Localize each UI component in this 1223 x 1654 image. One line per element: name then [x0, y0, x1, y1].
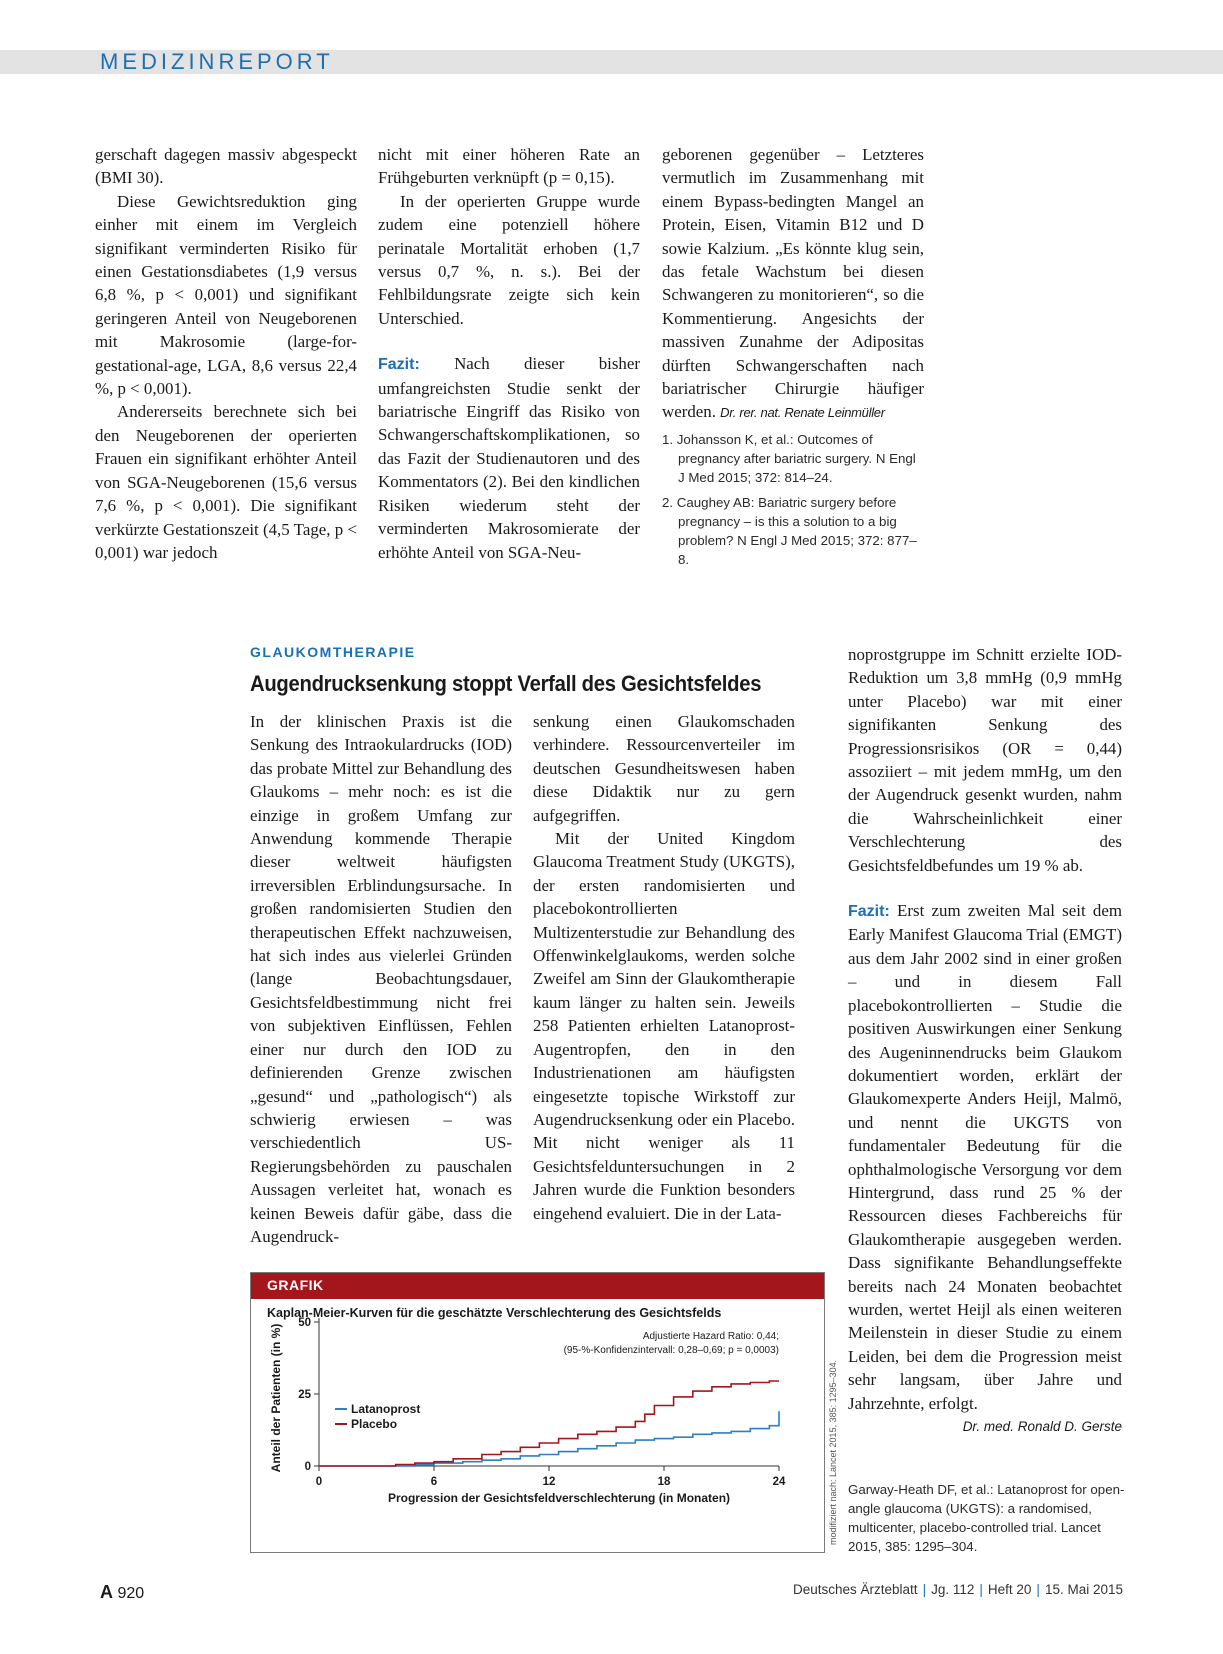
page-number — [100, 1582, 144, 1603]
chart-title: Kaplan-Meier-Kurven für die geschätzte Verschlechterung des Gesichtsfelds — [267, 1306, 722, 1320]
y-tick-label: 0 — [304, 1461, 311, 1473]
separator: | — [922, 1582, 927, 1597]
journal-volume: Jg. 112 — [931, 1582, 975, 1597]
paragraph-text: geborenen gegenüber – Letzteres vermutlich im Zusammenhang mit einem Bypass-bedingten Mangel an Protein, Eisen, Vitamin B12 und D sowie Kalzium. „Es könnte klug sein, das fetale Wachstum bei diesen Schwangeren zu monitorieren“, so die Kommentierung. Angesichts der massiven Zunahme der Adipositas dürften Schwangerschaften nach bariatrischer Chirurgie häufiger werden. — [662, 145, 924, 422]
figure-source-note — [828, 1359, 842, 1545]
fazit-text: Nach dieser bisher umfangreichsten Studie senkt der bariatrische Eingriff das Risiko von Schwangerschaftskomplikationen, so das Fazit der Studienautoren und des Kommentators (2). Bei den kindlichen Risiken wiederum steht der verminderten Makrosomierate der erhöhte Anteil von SGA-Neu- — [378, 354, 640, 562]
paragraph: nicht mit einer höheren Rate an Frühgeburten verknüpft (p = 0,15). — [378, 145, 640, 188]
article1-column-2 — [378, 143, 640, 564]
fazit-paragraph — [378, 352, 640, 564]
paragraph: In der klinischen Praxis ist die Senkung des Intraokulardrucks (IOD) das probate Mittel zur Behandlung des Glaukoms – mehr noch: es ist die einzige in großem Umfang zur Anwendung kommende Therapie dieser weltweit häufigsten irreversiblen Erblindungsursache. In großen randomisierten Studien den therapeutischen Effekt nachzuweisen, hat sich indes aus vielerlei Gründen (lange Beobachtungsdauer, Gesichtsfeldbestimmung nicht frei von subjektiven Einflüssen, Fehlen einer nur durch den IOD zu definierenden Grenze zwischen „gesund“ und „pathologisch“) als schwierig erwiesen – was verschiedentlich US-Regierungsbehörden zu pauschalen Aussagen verleitet hat, wonach es keinen Beweis dafür gäbe, dass die Augendruck- — [250, 712, 512, 1246]
source-note-text: modifiziert nach: Lancet 2015, 385: 1295–304. — [828, 1359, 838, 1545]
x-tick-label: 0 — [315, 1476, 323, 1488]
figure-reference: Garway-Heath DF, et al.: Latanoprost for open-angle glaucoma (UKGTS): a randomised, multicenter, placebo-controlled trial. Lancet 2015, 385: 1295–304. — [848, 1482, 1125, 1554]
x-tick-label: 12 — [542, 1476, 556, 1488]
y-axis-label: Anteil der Patienten (in %) — [269, 1323, 283, 1473]
paragraph: Andererseits berechnete sich bei den Neugeborenen der operierten Frauen ein signifikant erhöhter Anteil von SGA-Neugeborenen (15,6 versus 7,6 %, p < 0,001). Die signifikant verkürzte Gestationszeit (4,5 Tage, p < 0,001) war jedoch — [95, 402, 357, 562]
article-kicker: GLAUKOMTHERAPIE — [250, 644, 416, 660]
author-name: Dr. rer. nat. Renate Leinmüller — [720, 405, 885, 421]
reference-item: 1. Johansson K, et al.: Outcomes of pregnancy after bariatric surgery. N Engl J Med 2015; 372: 814–24. — [662, 432, 916, 485]
page-prefix: A — [100, 1582, 113, 1602]
fazit-text: Erst zum zweiten Mal seit dem Early Manifest Glaucoma Trial (EMGT) aus dem Jahr 2002 sind in einer großen – und in diesem Fall placebokontrollierten – Studie die positiven Auswirkungen einer Senkung des Augeninnendrucks beim Glaukom dokumentiert worden, erklärt der Glaukomexperte Anders Heijl, Malmö, und nennt die UKGTS von fundamentaler Bedeutung für die ophthalmologische Versorgung vor dem Hintergrund, dass rund 25 % der Ressourcen dieses Fachbereichs für Glaukomtherapie ausgegeben werden. Dass signifikante Behandlungseffekte bereits nach 24 Monaten beobachtet wurden, wertet Heijl als einen weiteren Meilenstein in dieser Studie zu einem Leiden, bei dem die Progression meist sehr langsam, über Jahre und Jahrzehnte, erfolgt. — [848, 901, 1122, 1413]
legend-label-latanoprost: Latanoprost — [351, 1402, 421, 1416]
reference-item: 2. Caughey AB: Bariatric surgery before pregnancy – is this a solution to a big problem? N Engl J Med 2015; 372: 877–8. — [662, 495, 917, 567]
article1-column-3 — [662, 143, 924, 425]
paragraph: noprostgruppe im Schnitt erzielte IOD-Reduktion um 3,8 mmHg (0,9 mmHg unter Placebo) war mit einer signifikanten Senkung des Progressionsrisikos (OR = 0,44) assoziiert – mit jedem mmHg, um den der Augendruck gesenkt wurden, nahm die Wahrscheinlichkeit einer Verschlechterung des Gesichtsfeldbefundes um 19 % ab. — [848, 645, 1122, 875]
legend-label-placebo: Placebo — [351, 1417, 398, 1431]
paragraph — [662, 143, 924, 425]
fazit-label: Fazit: — [848, 903, 890, 921]
section-label: MEDIZINREPORT — [100, 49, 334, 74]
page-number-value: 920 — [117, 1585, 145, 1602]
article-headline: Augendrucksenkung stoppt Verfall des Gesichtsfeldes — [250, 671, 762, 696]
hazard-ratio-annotation: (95-%-Konfidenzintervall: 0,28–0,69; p = 0,0003) — [563, 1345, 779, 1356]
figure-box — [250, 1272, 825, 1553]
journal-name: Deutsches Ärzteblatt — [793, 1582, 918, 1597]
fazit-paragraph — [848, 899, 1122, 1415]
journal-footer — [793, 1582, 1123, 1597]
kaplan-meier-chart — [251, 1299, 824, 1552]
paragraph: Diese Gewichtsreduktion ging einher mit einem im Vergleich signifikant verminderten Risiko für einen Gestationsdiabetes (1,9 versus 6,8 %, p < 0,001) und signifikant geringeren Anteil von Neugeborenen mit Makrosomie (large-for-gestational-age, LGA, 8,6 versus 22,4 %, p < 0,001). — [95, 191, 357, 399]
separator: | — [979, 1582, 983, 1597]
article2-column-2 — [533, 710, 795, 1225]
x-tick-label: 24 — [772, 1476, 786, 1488]
paragraph: senkung einen Glaukomschaden verhindere. Ressourcenverteiler im deutschen Gesundheitswesen haben diese Didaktik nur zu gern aufgegriffen. — [533, 712, 795, 825]
y-tick-label: 25 — [298, 1389, 311, 1401]
paragraph: In der operierten Gruppe wurde zudem eine potenziell höhere perinatale Mortalität erhoben (1,7 versus 0,7 %, n. s.). Bei der Fehlbildungsrate zeigte sich kein Unterschied. — [378, 191, 640, 328]
author-name: Dr. med. Ronald D. Gerste — [962, 1419, 1122, 1434]
article2-column-3 — [848, 643, 1122, 1438]
references-list — [662, 430, 924, 575]
separator: | — [1036, 1582, 1040, 1597]
paragraph: gerschaft dagegen massiv abgespeckt (BMI 30). — [95, 145, 357, 188]
journal-date: 15. Mai 2015 — [1044, 1582, 1123, 1597]
figure-label-bar — [251, 1273, 824, 1299]
journal-issue: Heft 20 — [987, 1582, 1032, 1597]
hazard-ratio-annotation: Adjustierte Hazard Ratio: 0,44; — [642, 1331, 779, 1342]
x-axis-label: Progression der Gesichtsfeldverschlechterung (in Monaten) — [387, 1491, 731, 1505]
fazit-label: Fazit: — [378, 356, 420, 374]
article1-column-1 — [95, 143, 357, 564]
section-header-bar — [0, 50, 1223, 74]
y-tick-label: 50 — [298, 1317, 311, 1329]
figure-label: GRAFIK — [267, 1277, 324, 1293]
paragraph: Mit der United Kingdom Glaucoma Treatment Study (UKGTS), der ersten randomisierten und placebokontrollierten Multizenterstudie zur Behandlung des Offenwinkelglaukoms, werden solche Zweifel am Sinn der Glaukomtherapie kaum länger zu halten sein. Jeweils 258 Patienten erhielten Latanoprost-Augentropfen, den in den Industrienationen am häufigsten eingesetzte topische Wirkstoff zur Augendrucksenkung oder ein Placebo. Mit nicht weniger als 11 Gesichtsfelduntersuchungen in 2 Jahren wurde die Funktion besonders eingehend evaluiert. Die in der Lata- — [533, 829, 795, 1223]
x-tick-label: 18 — [657, 1476, 671, 1488]
article2-column-1 — [250, 710, 512, 1248]
x-tick-label: 6 — [430, 1476, 438, 1488]
